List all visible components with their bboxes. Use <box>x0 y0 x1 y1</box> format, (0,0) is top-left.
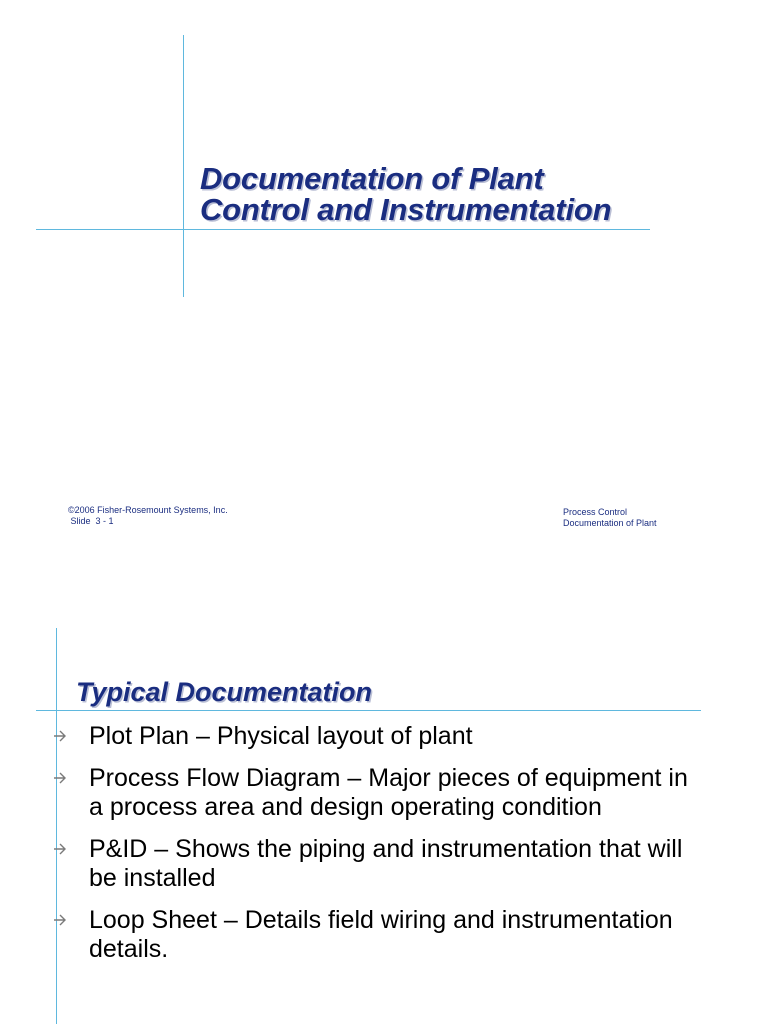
bullet-text: Plot Plan – Physical layout of plant <box>89 722 473 750</box>
arrow-right-icon <box>52 770 68 786</box>
bullet-list <box>0 722 768 977</box>
bullet-item <box>0 722 768 751</box>
title-line-1: Documentation of Plant <box>200 161 544 196</box>
bullet-text: Process Flow Diagram – Major pieces of equipment in a process area and design operating condition <box>89 764 688 821</box>
slide-number: Slide 3 - 1 <box>68 516 114 526</box>
bullet-text: P&ID – Shows the piping and instrumentation that will be installed <box>89 835 683 892</box>
bullet-item <box>0 835 768 893</box>
footer-right <box>563 507 657 529</box>
copyright-text: ©2006 Fisher-Rosemount Systems, Inc. <box>68 505 228 515</box>
footer-left <box>68 505 228 527</box>
footer-course: Process Control <box>563 507 628 517</box>
title-line-2: Control and Instrumentation <box>200 192 612 227</box>
slide-title-heading <box>200 163 611 225</box>
arrow-right-icon <box>52 912 68 928</box>
bullet-text: Loop Sheet – Details field wiring and instrumentation details. <box>89 906 673 963</box>
arrow-right-icon <box>52 841 68 857</box>
footer-topic: Documentation of Plant <box>563 518 657 528</box>
slide-heading: Typical Documentation <box>76 677 373 707</box>
arrow-right-icon <box>52 728 68 744</box>
slide-typical-documentation <box>0 620 768 1024</box>
horizontal-rule <box>36 710 701 711</box>
bullet-item <box>0 764 768 822</box>
vertical-rule <box>183 35 184 297</box>
bullet-item <box>0 906 768 964</box>
horizontal-rule <box>36 229 650 230</box>
